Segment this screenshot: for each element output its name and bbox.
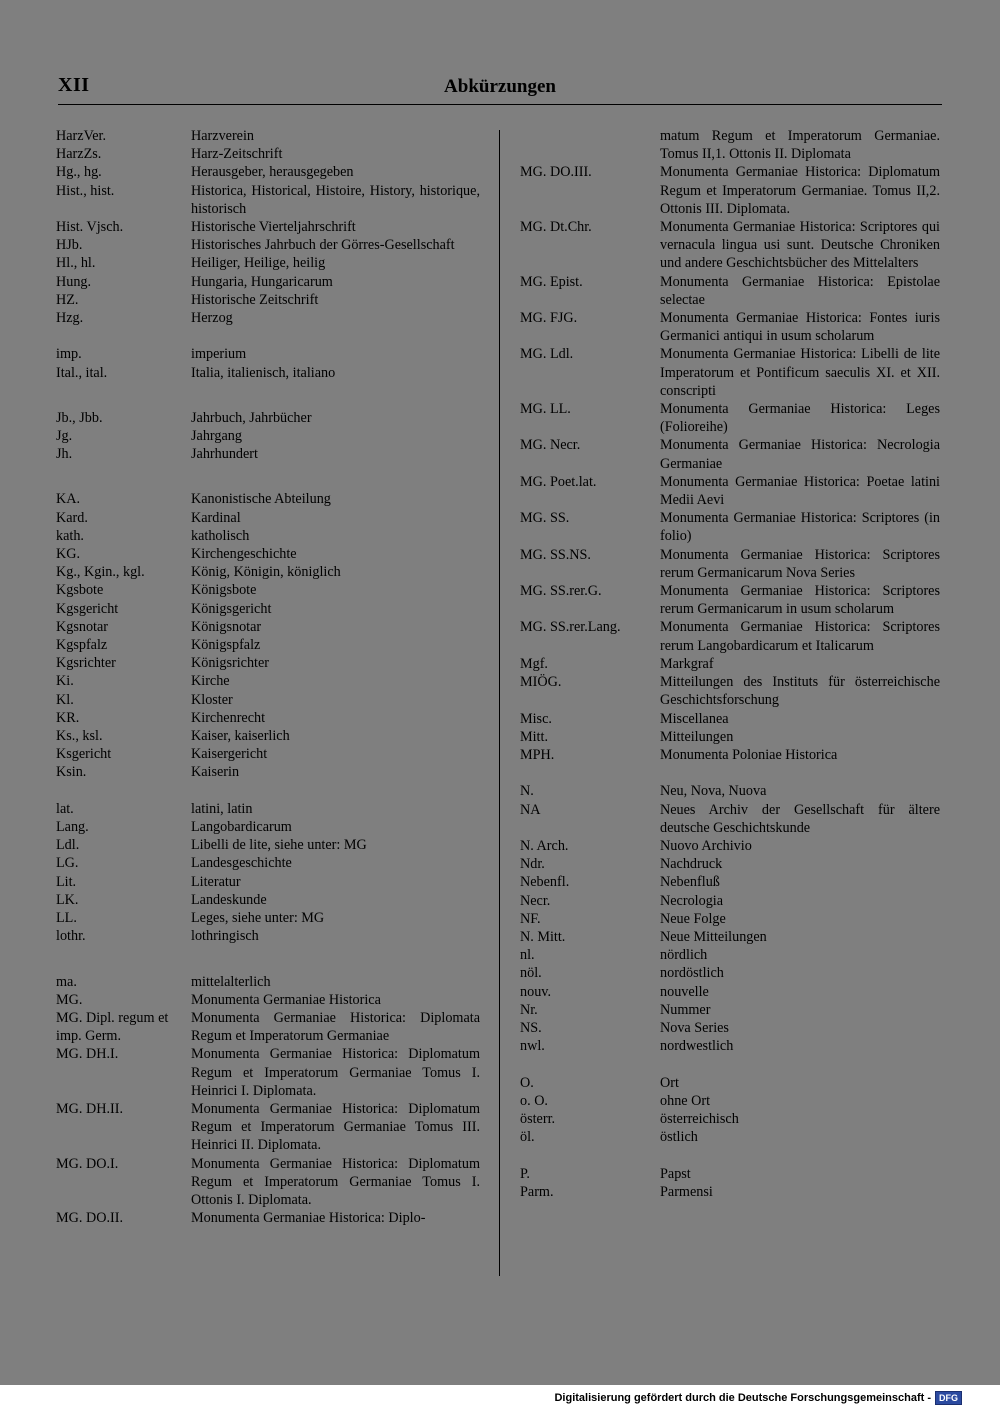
abbreviation: MG. DO.II.	[56, 1210, 123, 1227]
abbreviation: lat.	[56, 800, 74, 817]
abbreviation-entry	[48, 145, 488, 163]
explanation: Nova Series	[660, 1019, 729, 1036]
explanation: Parmensi	[660, 1183, 713, 1200]
abbreviation: N. Mitt.	[520, 928, 566, 945]
abbreviation-entry	[510, 345, 948, 400]
abbreviation: Mgf.	[520, 655, 548, 672]
abbreviation-entry	[510, 1001, 948, 1019]
explanation: Papst	[660, 1165, 691, 1182]
abbreviation-entry	[48, 891, 488, 909]
explanation: Historische Vierteljahrschrift	[191, 219, 356, 236]
abbreviation-entry	[510, 163, 948, 218]
explanation: Monumenta Germaniae Historica: Diplomatum Regum et Imperatorum Germaniae Tomus I. Heinrici I. Diplomata.	[191, 1046, 480, 1099]
section-gap	[48, 946, 488, 973]
abbreviation: P.	[520, 1165, 530, 1182]
explanation: Monumenta Germaniae Historica: Scriptores (in folio)	[660, 510, 940, 545]
page-header	[58, 74, 942, 105]
abbreviation-entry	[510, 892, 948, 910]
explanation: Jahrbuch, Jahrbücher	[191, 409, 312, 426]
explanation: Kirche	[191, 673, 230, 690]
abbreviation: Kgsnotar	[56, 618, 109, 635]
explanation: nordwestlich	[660, 1038, 734, 1055]
explanation: Hungaria, Hungaricarum	[191, 273, 333, 290]
explanation: Harz-Zeitschrift	[191, 146, 283, 163]
abbreviation-entry	[510, 1110, 948, 1128]
abbreviation	[510, 127, 660, 163]
footer	[554, 1391, 962, 1405]
abbreviation: Hist., hist.	[56, 182, 115, 199]
abbreviation: HarzZs.	[56, 146, 102, 163]
abbreviation: MG. Dipl. regum et imp. Germ.	[56, 1009, 169, 1045]
abbreviation-entry	[510, 655, 948, 673]
explanation: Heiliger, Heilige, heilig	[191, 255, 326, 272]
explanation: Langobardicarum	[191, 819, 292, 836]
explanation: mittelalterlich	[191, 973, 271, 990]
explanation: Markgraf	[660, 655, 714, 672]
abbreviation-entry	[48, 836, 488, 854]
explanation: Kaiser, kaiserlich	[191, 728, 290, 745]
right-column	[510, 127, 948, 1201]
abbreviation-entry	[48, 618, 488, 636]
dfg-logo: DFG	[935, 1391, 962, 1405]
abbreviation: Kgsbote	[56, 582, 104, 599]
column-divider	[499, 130, 500, 1276]
abbreviation-entry	[510, 801, 948, 837]
abbreviation-entry	[48, 563, 488, 581]
abbreviation-entry	[48, 309, 488, 327]
abbreviation-entry	[48, 490, 488, 508]
explanation: Herausgeber, herausgegeben	[191, 164, 354, 181]
abbreviation-entry	[510, 782, 948, 800]
explanation: Ort	[660, 1074, 679, 1091]
explanation: Monumenta Germaniae Historica: Scriptores qui vernacula lingua usi sunt. Deutsche Chroniken und andere Geschichtsbücher des Mittelalters	[660, 219, 940, 272]
abbreviation-entry	[510, 983, 948, 1001]
explanation: Nummer	[660, 1001, 711, 1018]
abbreviation: Kgsgericht	[56, 600, 119, 617]
abbreviation: Necr.	[520, 892, 551, 909]
abbreviation: Mitt.	[520, 728, 548, 745]
abbreviation: KA.	[56, 491, 81, 508]
abbreviation-entry	[48, 927, 488, 945]
abbreviation: nöl.	[520, 965, 542, 982]
abbreviation: Nebenfl.	[520, 874, 570, 891]
abbreviation-entry	[48, 427, 488, 445]
abbreviation-entry	[48, 509, 488, 527]
explanation: Monumenta Germaniae Historica: Diplomata Regum et Imperatorum Germaniae	[191, 1009, 480, 1045]
abbreviation: Kg., Kgin., kgl.	[56, 564, 145, 581]
abbreviation: Ki.	[56, 673, 74, 690]
explanation: Königsrichter	[191, 655, 270, 672]
abbreviation-entry	[510, 1074, 948, 1092]
abbreviation-entry	[48, 991, 488, 1009]
explanation: Jahrhundert	[191, 446, 258, 463]
abbreviation: MG. SS.rer.Lang.	[520, 619, 621, 636]
abbreviation: NF.	[520, 910, 541, 927]
explanation: Monumenta Germaniae Historica: Diplomatum Regum et Imperatorum Germaniae Tomus I. Ottonis I. Diplomata.	[191, 1155, 480, 1208]
explanation: König, Königin, königlich	[191, 564, 341, 581]
abbreviation: Kl.	[56, 691, 74, 708]
abbreviation-entry	[48, 364, 488, 382]
explanation: Monumenta Germaniae Historica: Scriptores rerum Germanicarum in usum scholarum	[660, 583, 940, 618]
explanation: Neue Folge	[660, 910, 726, 927]
explanation: Monumenta Poloniae Historica	[660, 746, 838, 763]
explanation: Monumenta Germaniae Historica: Scriptores rerum Langobardicarum et Italicarum	[660, 619, 940, 654]
explanation: Mitteilungen des Instituts für österreichische Geschichtsforschung	[660, 674, 940, 709]
abbreviation: nl.	[520, 947, 535, 964]
abbreviation-entry	[510, 1092, 948, 1110]
explanation: Nachdruck	[660, 856, 723, 873]
abbreviation-entry	[510, 582, 948, 618]
abbreviation: HJb.	[56, 237, 83, 254]
abbreviation: Parm.	[520, 1183, 554, 1200]
abbreviation: Ndr.	[520, 856, 545, 873]
abbreviation-entry	[48, 763, 488, 781]
abbreviation-entry	[510, 1165, 948, 1183]
abbreviation: Lang.	[56, 819, 89, 836]
abbreviation-entry	[48, 1155, 488, 1210]
abbreviation: nouv.	[520, 983, 551, 1000]
explanation: Monumenta Germaniae Historica: Libelli de lite Imperatorum et Pontificum saeculis XI. et XII. conscripti	[660, 346, 940, 399]
explanation: nördlich	[660, 947, 708, 964]
abbreviation-entry	[510, 746, 948, 764]
abbreviation: Hung.	[56, 273, 92, 290]
abbreviation-entry	[510, 910, 948, 928]
section-gap	[48, 463, 488, 490]
explanation: Monumenta Germaniae Historica: Leges (Folioreihe)	[660, 401, 940, 436]
abbreviation-entry	[510, 436, 948, 472]
explanation: Monumenta Germaniae Historica: Diplo-	[191, 1210, 426, 1227]
abbreviation: MG. SS.rer.G.	[520, 583, 602, 600]
abbreviation: Ksgericht	[56, 746, 112, 763]
abbreviation-entry	[48, 727, 488, 745]
explanation: Monumenta Germaniae Historica: Fontes iuris Germanici antiqui in usum scholarum	[660, 310, 940, 345]
explanation: Harzverein	[191, 128, 255, 144]
abbreviation: MIÖG.	[520, 674, 562, 691]
abbreviation-entry	[48, 973, 488, 991]
abbreviation: Jh.	[56, 446, 73, 463]
abbreviation: MPH.	[520, 746, 555, 763]
abbreviation: österr.	[520, 1110, 556, 1127]
explanation: Kaisergericht	[191, 746, 268, 763]
abbreviation-entry	[48, 636, 488, 654]
abbreviation: MG. LL.	[520, 401, 571, 418]
abbreviation-entry	[48, 581, 488, 599]
abbreviation: NA	[520, 801, 541, 818]
abbreviation-entry	[48, 800, 488, 818]
abbreviation-entry	[510, 1019, 948, 1037]
abbreviation-entry	[48, 291, 488, 309]
abbreviation: Kgspfalz	[56, 637, 108, 654]
section-gap	[48, 327, 488, 345]
abbreviation-entry	[510, 618, 948, 654]
abbreviation-entry	[510, 946, 948, 964]
abbreviation: Hg., hg.	[56, 164, 102, 181]
abbreviation: MG. SS.NS.	[520, 546, 591, 563]
section-gap	[48, 782, 488, 800]
explanation: Königsbote	[191, 582, 257, 599]
explanation: Monumenta Germaniae Historica: Epistolae selectae	[660, 273, 940, 308]
abbreviation-entry	[510, 728, 948, 746]
explanation: matum Regum et Imperatorum Germaniae. Tomus II,1. Ottonis II. Diplomata	[660, 128, 940, 163]
abbreviation: LG.	[56, 855, 79, 872]
abbreviation-entry	[510, 273, 948, 309]
abbreviation-entry	[510, 546, 948, 582]
abbreviation-entry	[510, 873, 948, 891]
explanation: Neu, Nova, Nuova	[660, 783, 767, 800]
abbreviation-entry	[48, 409, 488, 427]
abbreviation-entry	[48, 854, 488, 872]
abbreviation-entry	[48, 672, 488, 690]
abbreviation: lothr.	[56, 928, 86, 945]
abbreviation: HarzVer.	[56, 128, 107, 144]
abbreviation-entry	[48, 909, 488, 927]
abbreviation: NS.	[520, 1019, 542, 1036]
abbreviation-entry	[48, 236, 488, 254]
abbreviation: LL.	[56, 910, 77, 927]
abbreviation-entry	[510, 473, 948, 509]
left-column	[48, 127, 488, 1227]
abbreviation: Ksin.	[56, 764, 87, 781]
abbreviation: öl.	[520, 1129, 535, 1146]
abbreviation: Nr.	[520, 1001, 538, 1018]
explanation: Monumenta Germaniae Historica: Diplomatum Regum et Imperatorum Germaniae. Tomus II,2. Ottonis III. Diplomata.	[660, 164, 940, 217]
abbreviation: KG.	[56, 546, 81, 563]
explanation: Literatur	[191, 873, 241, 890]
footer-text: Digitalisierung gefördert durch die Deutsche Forschungsgemeinschaft -	[554, 1392, 931, 1404]
explanation: Historisches Jahrbuch der Görres-Gesellschaft	[191, 237, 455, 254]
abbreviation: Ldl.	[56, 837, 80, 854]
abbreviation-entry	[48, 1209, 488, 1227]
abbreviation-entry	[48, 254, 488, 272]
abbreviation: MG. Dt.Chr.	[520, 219, 592, 236]
abbreviation-entry	[510, 1037, 948, 1055]
explanation: Königsgericht	[191, 600, 272, 617]
abbreviation: MG. DO.III.	[520, 164, 592, 181]
abbreviation-entry	[48, 818, 488, 836]
abbreviation-entry	[48, 709, 488, 727]
abbreviation: MG. SS.	[520, 510, 570, 527]
abbreviation-entry	[48, 127, 488, 145]
abbreviation: MG. FJG.	[520, 310, 578, 327]
explanation: Jahrgang	[191, 428, 242, 445]
explanation: Kirchengeschichte	[191, 546, 297, 563]
abbreviation-entry	[510, 509, 948, 545]
explanation: Leges, siehe unter: MG	[191, 910, 325, 927]
abbreviation: o. O.	[520, 1092, 548, 1109]
abbreviation: nwl.	[520, 1038, 545, 1055]
explanation: Libelli de lite, siehe unter: MG	[191, 837, 367, 854]
abbreviation-entry	[48, 163, 488, 181]
abbreviation-entry	[510, 673, 948, 709]
section-gap	[510, 1055, 948, 1073]
abbreviation: MG. Ldl.	[520, 346, 574, 363]
abbreviation-entry	[510, 218, 948, 273]
abbreviation: Kgsrichter	[56, 655, 116, 672]
abbreviation-entry	[48, 654, 488, 672]
explanation: Monumenta Germaniae Historica: Scriptores rerum Germanicarum Nova Series	[660, 546, 940, 581]
page-number: XII	[58, 74, 90, 96]
explanation: österreichisch	[660, 1110, 739, 1127]
explanation: nouvelle	[660, 983, 709, 1000]
abbreviation-entry	[48, 273, 488, 291]
explanation: Kaiserin	[191, 764, 240, 781]
abbreviation-entry	[510, 710, 948, 728]
abbreviation: Lit.	[56, 873, 77, 890]
abbreviation: LK.	[56, 891, 79, 908]
abbreviation-entry	[48, 345, 488, 363]
abbreviation-entry	[510, 1128, 948, 1146]
abbreviation: Jg.	[56, 428, 73, 445]
abbreviation: MG. Poet.lat.	[520, 473, 597, 490]
abbreviation: N.	[520, 783, 534, 800]
explanation: Neues Archiv der Gesellschaft für ältere deutsche Geschichtskunde	[660, 801, 940, 836]
abbreviation: MG. Epist.	[520, 273, 583, 290]
explanation: Königsnotar	[191, 618, 262, 635]
abbreviation: Ital., ital.	[56, 364, 108, 381]
explanation: Kloster	[191, 691, 233, 708]
abbreviation: imp.	[56, 346, 82, 363]
explanation: Monumenta Germaniae Historica: Necrologia Germaniae	[660, 437, 940, 472]
section-gap	[510, 1146, 948, 1164]
abbreviation: Hist. Vjsch.	[56, 219, 124, 236]
abbreviation-entry	[510, 855, 948, 873]
abbreviation: Jb., Jbb.	[56, 409, 103, 426]
abbreviation: Ks., ksl.	[56, 728, 103, 745]
abbreviation: kath.	[56, 527, 84, 544]
explanation: Historica, Historical, Histoire, History, historique, historisch	[191, 182, 480, 217]
abbreviation: KR.	[56, 709, 80, 726]
abbreviation: ma.	[56, 973, 77, 990]
abbreviation-entry	[48, 873, 488, 891]
abbreviation-entry	[510, 127, 948, 163]
abbreviation-entry	[48, 691, 488, 709]
abbreviation: Misc.	[520, 710, 552, 727]
abbreviation: MG. DH.II.	[56, 1100, 123, 1117]
abbreviation-entry	[48, 1045, 488, 1100]
abbreviation-entry	[48, 445, 488, 463]
section-gap	[510, 764, 948, 782]
explanation: Miscellanea	[660, 710, 729, 727]
explanation: Monumenta Germaniae Historica	[191, 991, 381, 1008]
abbreviation: MG. DH.I.	[56, 1046, 119, 1063]
explanation: Nuovo Archivio	[660, 837, 752, 854]
explanation: imperium	[191, 346, 247, 363]
explanation: ohne Ort	[660, 1092, 711, 1109]
abbreviation: N. Arch.	[520, 837, 569, 854]
abbreviation-entry	[510, 928, 948, 946]
explanation: Kardinal	[191, 509, 241, 526]
abbreviation-entry	[510, 964, 948, 982]
explanation: Mitteilungen	[660, 728, 734, 745]
explanation: Neue Mitteilungen	[660, 928, 767, 945]
explanation: Historische Zeitschrift	[191, 291, 319, 308]
explanation: lothringisch	[191, 928, 259, 945]
explanation: Monumenta Germaniae Historica: Poetae latini Medii Aevi	[660, 473, 940, 509]
page-title: Abkürzungen	[444, 76, 556, 97]
abbreviation: HZ.	[56, 291, 79, 308]
explanation: Kanonistische Abteilung	[191, 491, 331, 508]
abbreviation-entry	[48, 745, 488, 763]
explanation: Kirchenrecht	[191, 709, 266, 726]
abbreviation: MG. DO.I.	[56, 1155, 119, 1172]
explanation: Nebenfluß	[660, 874, 720, 891]
explanation: Königspfalz	[191, 637, 261, 654]
section-gap	[48, 382, 488, 409]
explanation: katholisch	[191, 527, 250, 544]
abbreviation: Hzg.	[56, 310, 84, 327]
abbreviation: Hl., hl.	[56, 255, 96, 272]
explanation: Monumenta Germaniae Historica: Diplomatum Regum et Imperatorum Germaniae Tomus III. Heinrici II. Diplomata.	[191, 1100, 480, 1154]
explanation: östlich	[660, 1129, 698, 1146]
abbreviation-entry	[48, 600, 488, 618]
abbreviation: Kard.	[56, 509, 88, 526]
abbreviation: MG.	[56, 991, 83, 1008]
explanation: Italia, italienisch, italiano	[191, 364, 336, 381]
explanation: Landesgeschichte	[191, 855, 292, 872]
abbreviation-entry	[510, 1183, 948, 1201]
abbreviation-entry	[510, 309, 948, 345]
abbreviation-entry	[48, 1009, 488, 1045]
abbreviation-entry	[48, 527, 488, 545]
abbreviation-entry	[48, 218, 488, 236]
explanation: latini, latin	[191, 800, 253, 817]
explanation: nordöstlich	[660, 965, 724, 982]
abbreviation: MG. Necr.	[520, 437, 581, 454]
abbreviation-entry	[48, 182, 488, 218]
abbreviation-entry	[48, 1100, 488, 1155]
explanation: Landeskunde	[191, 891, 267, 908]
explanation: Herzog	[191, 310, 233, 327]
abbreviation: O.	[520, 1074, 534, 1091]
explanation: Necrologia	[660, 892, 724, 909]
abbreviation-entry	[48, 545, 488, 563]
abbreviation-entry	[510, 400, 948, 436]
abbreviation-entry	[510, 837, 948, 855]
